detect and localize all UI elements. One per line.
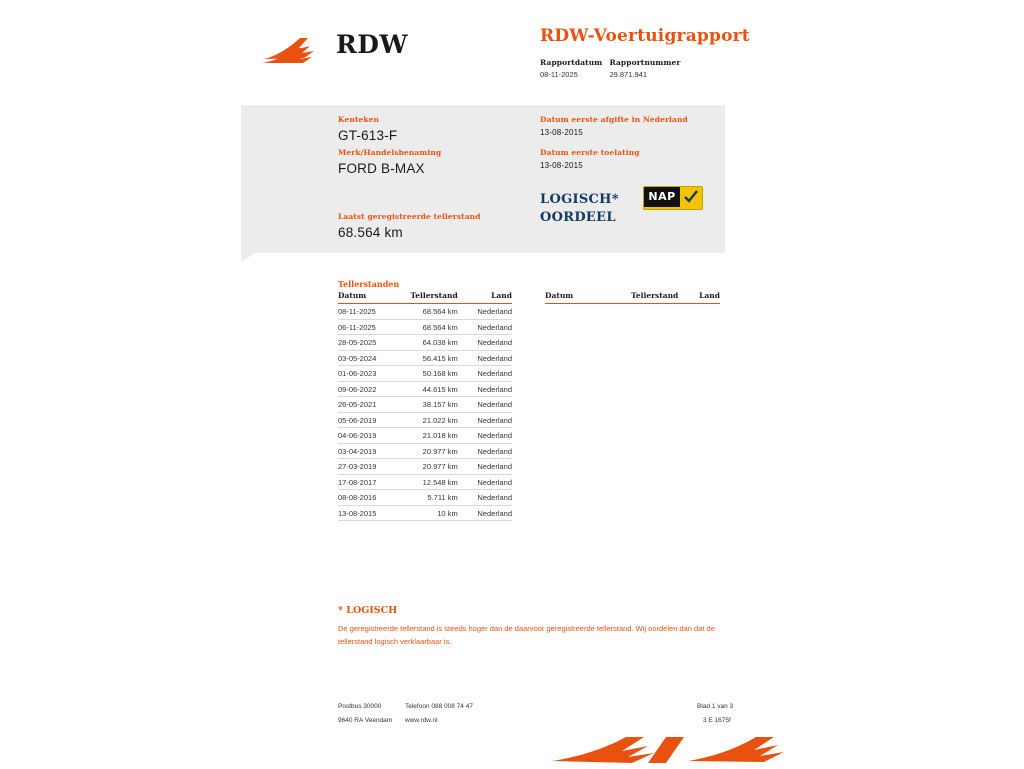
cell-land: Nederland: [464, 490, 512, 506]
table-row: [338, 381, 512, 397]
cell-num: 12.548 km: [397, 474, 463, 490]
cell-date: 28-05-2025: [338, 335, 397, 351]
col-tellerstand: Tellerstand: [593, 291, 684, 304]
table-header-row: [545, 291, 720, 304]
table-row: [338, 304, 512, 320]
cell-land: Nederland: [464, 350, 512, 366]
footer-form-code: 3 E 1675f: [703, 717, 731, 724]
cell-land: Nederland: [464, 428, 512, 444]
col-datum: Datum: [545, 291, 593, 304]
cell-land: Nederland: [464, 397, 512, 413]
table-row: [338, 412, 512, 428]
verdict-block: [540, 191, 619, 226]
footer-address-line-1: Postbus 30000: [338, 703, 382, 710]
report-date: [540, 58, 605, 79]
table-row: [338, 350, 512, 366]
field-merk-label: Merk/Handelsbenaming: [338, 148, 442, 157]
report-date-label: Rapportdatum: [540, 58, 603, 67]
table-row: [338, 366, 512, 382]
report-number: [609, 58, 729, 79]
cell-num: 68.564 km: [397, 304, 463, 320]
col-land: Land: [684, 291, 720, 304]
field-eerste-toelating-value: 13-08-2015: [540, 161, 583, 170]
cell-date: 03-04-2019: [338, 443, 397, 459]
table-header-row: [338, 291, 512, 304]
cell-num: 44.615 km: [397, 381, 463, 397]
cell-num: 20.977 km: [397, 443, 463, 459]
cell-land: Nederland: [464, 319, 512, 335]
cell-date: 09-06-2022: [338, 381, 397, 397]
cell-land: Nederland: [464, 335, 512, 351]
field-merk-value: FORD B-MAX: [338, 161, 425, 176]
page-title: RDW-Voertuigrapport: [540, 26, 750, 46]
table-row: [338, 459, 512, 475]
cell-land: Nederland: [464, 381, 512, 397]
nap-badge-text: NAP: [644, 187, 680, 207]
cell-date: 05-06-2019: [338, 412, 397, 428]
footer-website[interactable]: www.rdw.nl: [405, 717, 438, 724]
field-laatste-tellerstand: [338, 212, 481, 240]
cell-land: Nederland: [464, 412, 512, 428]
cell-num: 10 km: [397, 505, 463, 521]
report-meta: [540, 58, 800, 79]
cell-date: 13-08-2015: [338, 505, 397, 521]
cell-land: Nederland: [464, 366, 512, 382]
cell-date: 08-08-2016: [338, 490, 397, 506]
mileage-section-title: Tellerstanden: [338, 279, 400, 289]
field-kenteken-label: Kenteken: [338, 115, 380, 124]
table-row: [338, 319, 512, 335]
col-land: Land: [464, 291, 512, 304]
footnote-body: De geregistreerde tellerstand is steeds hoger dan de daarvoor geregistreerde tellerstand. Wij oordelen dan dat de tellerstand logisch verklaarbaar is.: [338, 624, 715, 647]
mileage-table-left: [338, 291, 512, 521]
cell-num: 5.711 km: [397, 490, 463, 506]
cell-num: 20.977 km: [397, 459, 463, 475]
table-row: [338, 443, 512, 459]
verdict-line-2: OORDEEL: [540, 209, 616, 225]
cell-date: 06-11-2025: [338, 319, 397, 335]
cell-num: 21.018 km: [397, 428, 463, 444]
cell-land: Nederland: [464, 505, 512, 521]
cell-num: 68.564 km: [397, 319, 463, 335]
col-tellerstand: Tellerstand: [397, 291, 463, 304]
cell-num: 21.022 km: [397, 412, 463, 428]
field-eerste-toelating-label: Datum eerste toelating: [540, 148, 640, 157]
table-row: [338, 335, 512, 351]
mileage-table-right: [545, 291, 720, 304]
cell-num: 56.415 km: [397, 350, 463, 366]
checkmark-icon: [683, 189, 699, 205]
field-laatste-tellerstand-value: 68.564 km: [338, 225, 403, 240]
cell-num: 38.157 km: [397, 397, 463, 413]
brand-text: RDW: [336, 30, 409, 59]
cell-land: Nederland: [464, 459, 512, 475]
cell-date: 08-11-2025: [338, 304, 397, 320]
field-laatste-tellerstand-label: Laatst geregistreerde tellerstand: [338, 212, 481, 221]
field-eerste-afgifte-value: 13-08-2015: [540, 128, 583, 137]
field-eerste-afgifte-label: Datum eerste afgifte in Nederland: [540, 115, 688, 124]
verdict-line-1: LOGISCH*: [540, 192, 619, 207]
cell-date: 01-06-2023: [338, 366, 397, 382]
footer-page-number: Blad 1 van 3: [697, 703, 734, 710]
cell-date: 17-08-2017: [338, 474, 397, 490]
report-number-value: 29.871.941: [609, 70, 647, 79]
cell-date: 03-05-2024: [338, 350, 397, 366]
rdw-logo-icon: [262, 32, 324, 66]
table-row: [338, 428, 512, 444]
field-eerste-toelating: [540, 148, 640, 170]
table-row: [338, 505, 512, 521]
cell-date: 27-03-2019: [338, 459, 397, 475]
report-number-label: Rapportnummer: [609, 58, 681, 67]
field-kenteken-value: GT-613-F: [338, 128, 398, 143]
table-row: [338, 490, 512, 506]
table-row: [338, 474, 512, 490]
cell-land: Nederland: [464, 304, 512, 320]
footer-address-line-2: 9640 RA Veendam: [338, 717, 393, 724]
field-eerste-afgifte: [540, 115, 688, 137]
footnote-title: * LOGISCH: [338, 605, 398, 616]
table-row: [338, 397, 512, 413]
cell-date: 04-06-2019: [338, 428, 397, 444]
nap-badge: [643, 186, 703, 210]
cell-land: Nederland: [464, 474, 512, 490]
report-date-value: 08-11-2025: [540, 70, 578, 79]
col-datum: Datum: [338, 291, 397, 304]
bottom-decoration-icon: [548, 735, 788, 769]
rdw-logo: [262, 24, 492, 74]
panel-notch: [241, 253, 255, 262]
cell-date: 26-05-2021: [338, 397, 397, 413]
cell-num: 50.168 km: [397, 366, 463, 382]
footer-phone: Telefoon 088 008 74 47: [405, 703, 473, 710]
cell-num: 64.038 km: [397, 335, 463, 351]
field-merk: [338, 148, 441, 176]
cell-land: Nederland: [464, 443, 512, 459]
field-kenteken: [338, 115, 397, 143]
